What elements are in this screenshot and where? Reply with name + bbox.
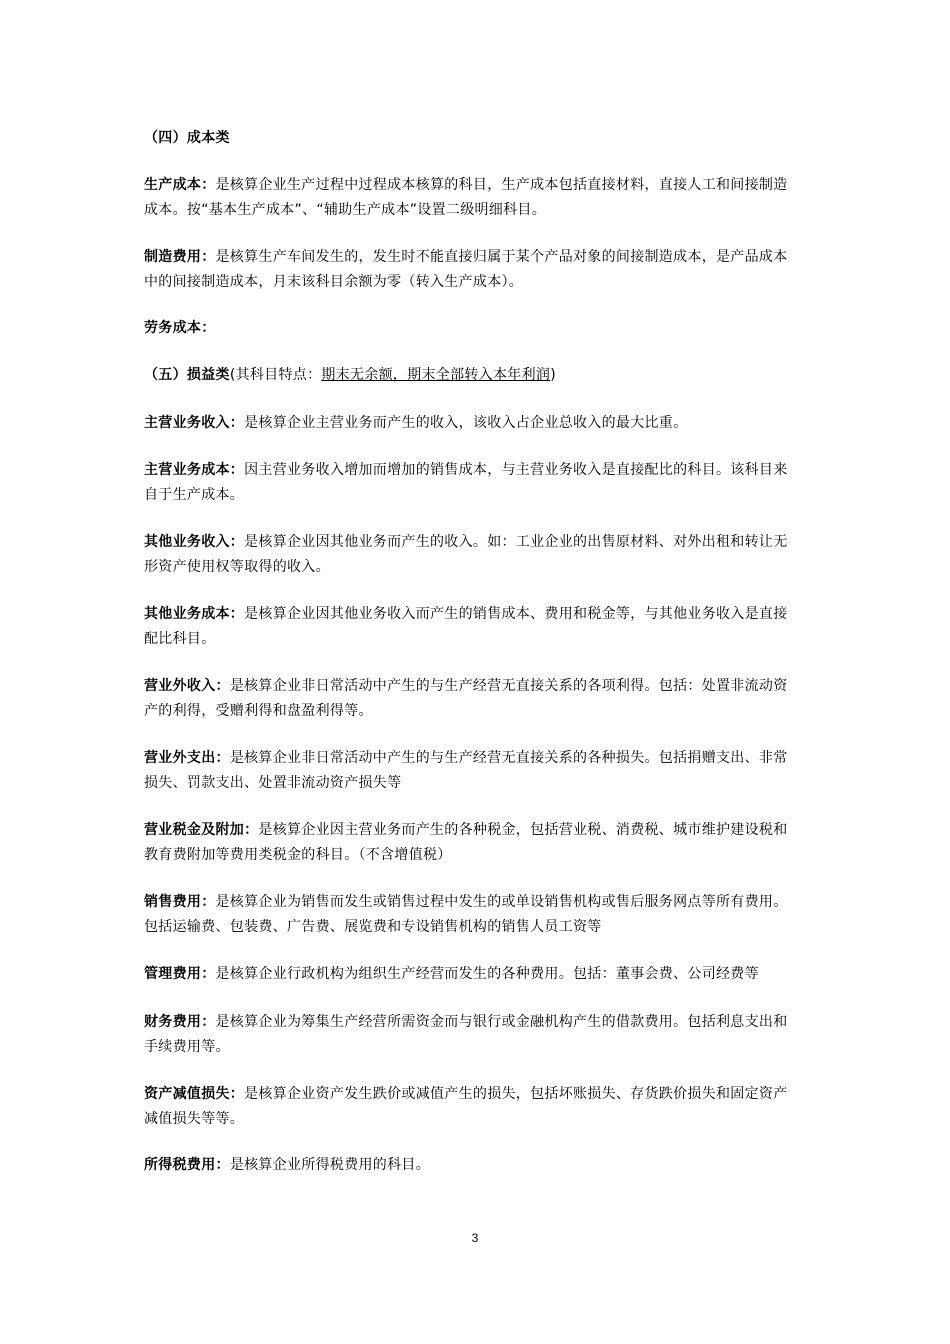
entry-non-operating-income — [144, 674, 800, 724]
entry-term: 营业税金及附加： — [144, 822, 259, 838]
entry-other-business-cost — [144, 602, 800, 652]
entry-non-operating-expense — [144, 746, 800, 796]
entry-manufacturing-overhead — [144, 245, 800, 295]
entry-text: 是核算企业非日常活动中产生的与生产经营无直接关系的各项利得。包括：处置非流动资产的利得，受赠利得和盘盈利得等。 — [144, 678, 788, 719]
entry-income-tax-expense — [144, 1153, 800, 1178]
entry-term: 所得税费用： — [144, 1157, 230, 1173]
entry-term: 劳务成本： — [144, 320, 216, 336]
entry-financial-expenses — [144, 1010, 800, 1060]
section-title: （四）成本类 — [144, 130, 230, 146]
entry-text: 是核算企业为销售而发生或销售过程中发生的或单设销售机构或售后服务网点等所有费用。包括运输费、包装费、广告费、展览费和专设销售机构的销售人员工资等 — [144, 894, 788, 935]
entry-administrative-expenses — [144, 962, 800, 987]
section-note-open: (其科目特点： — [229, 367, 322, 383]
entry-other-business-revenue — [144, 530, 800, 580]
entry-business-taxes-surcharges — [144, 818, 800, 868]
entry-text: 是核算生产车间发生的，发生时不能直接归属于某个产品对象的间接制造成本，是产品成本中的间接制造成本，月末该科目余额为零（转入生产成本）。 — [144, 249, 788, 290]
entry-term: 生产成本： — [144, 177, 216, 193]
entry-text: 是核算企业行政机构为组织生产经营而发生的各种费用。包括：董事会费、公司经费等 — [215, 966, 759, 982]
section-heading-profit-loss — [144, 363, 800, 388]
entry-text: 因主营业务收入增加而增加的销售成本，与主营业务收入是直接配比的科目。该科目来自于生产成本。 — [144, 462, 788, 503]
entry-main-business-cost — [144, 458, 800, 508]
section-note-close: ) — [550, 367, 556, 383]
entry-production-cost — [144, 173, 800, 223]
section-heading-costs — [144, 126, 800, 151]
entry-text: 是核算企业资产发生跌价或减值产生的损失，包括坏账损失、存货跌价损失和固定资产减值损失等等。 — [144, 1086, 788, 1127]
document-page — [144, 0, 800, 1344]
entry-text: 是核算企业因主营业务而产生的各种税金，包括营业税、消费税、城市维护建设税和教育费附加等费用类税金的科目。（不含增值税） — [144, 822, 788, 863]
entry-term: 销售费用： — [144, 894, 216, 910]
entry-term: 其他业务成本： — [144, 606, 245, 622]
entry-text: 是核算企业生产过程中过程成本核算的科目，生产成本包括直接材料，直接人工和间接制造成本。按“基本生产成本”、“辅助生产成本”设置二级明细科目。 — [144, 177, 788, 218]
section-note-underlined: 期末无余额，期末全部转入本年利润 — [321, 367, 551, 383]
entry-term: 资产减值损失： — [144, 1086, 245, 1102]
entry-term: 管理费用： — [144, 966, 216, 982]
entry-term: 制造费用： — [144, 249, 216, 265]
entry-text: 是核算企业为筹集生产经营所需资金而与银行或金融机构产生的借款费用。包括利息支出和手续费用等。 — [144, 1014, 788, 1055]
entry-selling-expenses — [144, 890, 800, 940]
section-title: （五）损益类 — [144, 367, 230, 383]
entry-labor-cost — [144, 316, 800, 341]
entry-text: 是核算企业主营业务而产生的收入，该收入占企业总收入的最大比重。 — [244, 415, 688, 431]
entry-term: 营业外收入： — [144, 678, 230, 694]
entry-term: 财务费用： — [144, 1014, 216, 1030]
page-number: 3 — [471, 1231, 479, 1245]
entry-asset-impairment-loss — [144, 1082, 800, 1132]
entry-text: 是核算企业因其他业务而产生的收入。如：工业企业的出售原材料、对外出租和转让无形资产使用权等取得的收入。 — [144, 534, 788, 575]
entry-term: 主营业务收入： — [144, 415, 245, 431]
entry-text: 是核算企业因其他业务收入而产生的销售成本、费用和税金等，与其他业务收入是直接配比科目。 — [144, 606, 788, 647]
entry-term: 主营业务成本： — [144, 462, 245, 478]
entry-text: 是核算企业所得税费用的科目。 — [229, 1157, 431, 1173]
entry-term: 其他业务收入： — [144, 534, 245, 550]
entry-text: 是核算企业非日常活动中产生的与生产经营无直接关系的各种损失。包括捐赠支出、非常损失、罚款支出、处置非流动资产损失等 — [144, 750, 788, 791]
entry-main-business-revenue — [144, 411, 800, 436]
entry-term: 营业外支出： — [144, 750, 230, 766]
